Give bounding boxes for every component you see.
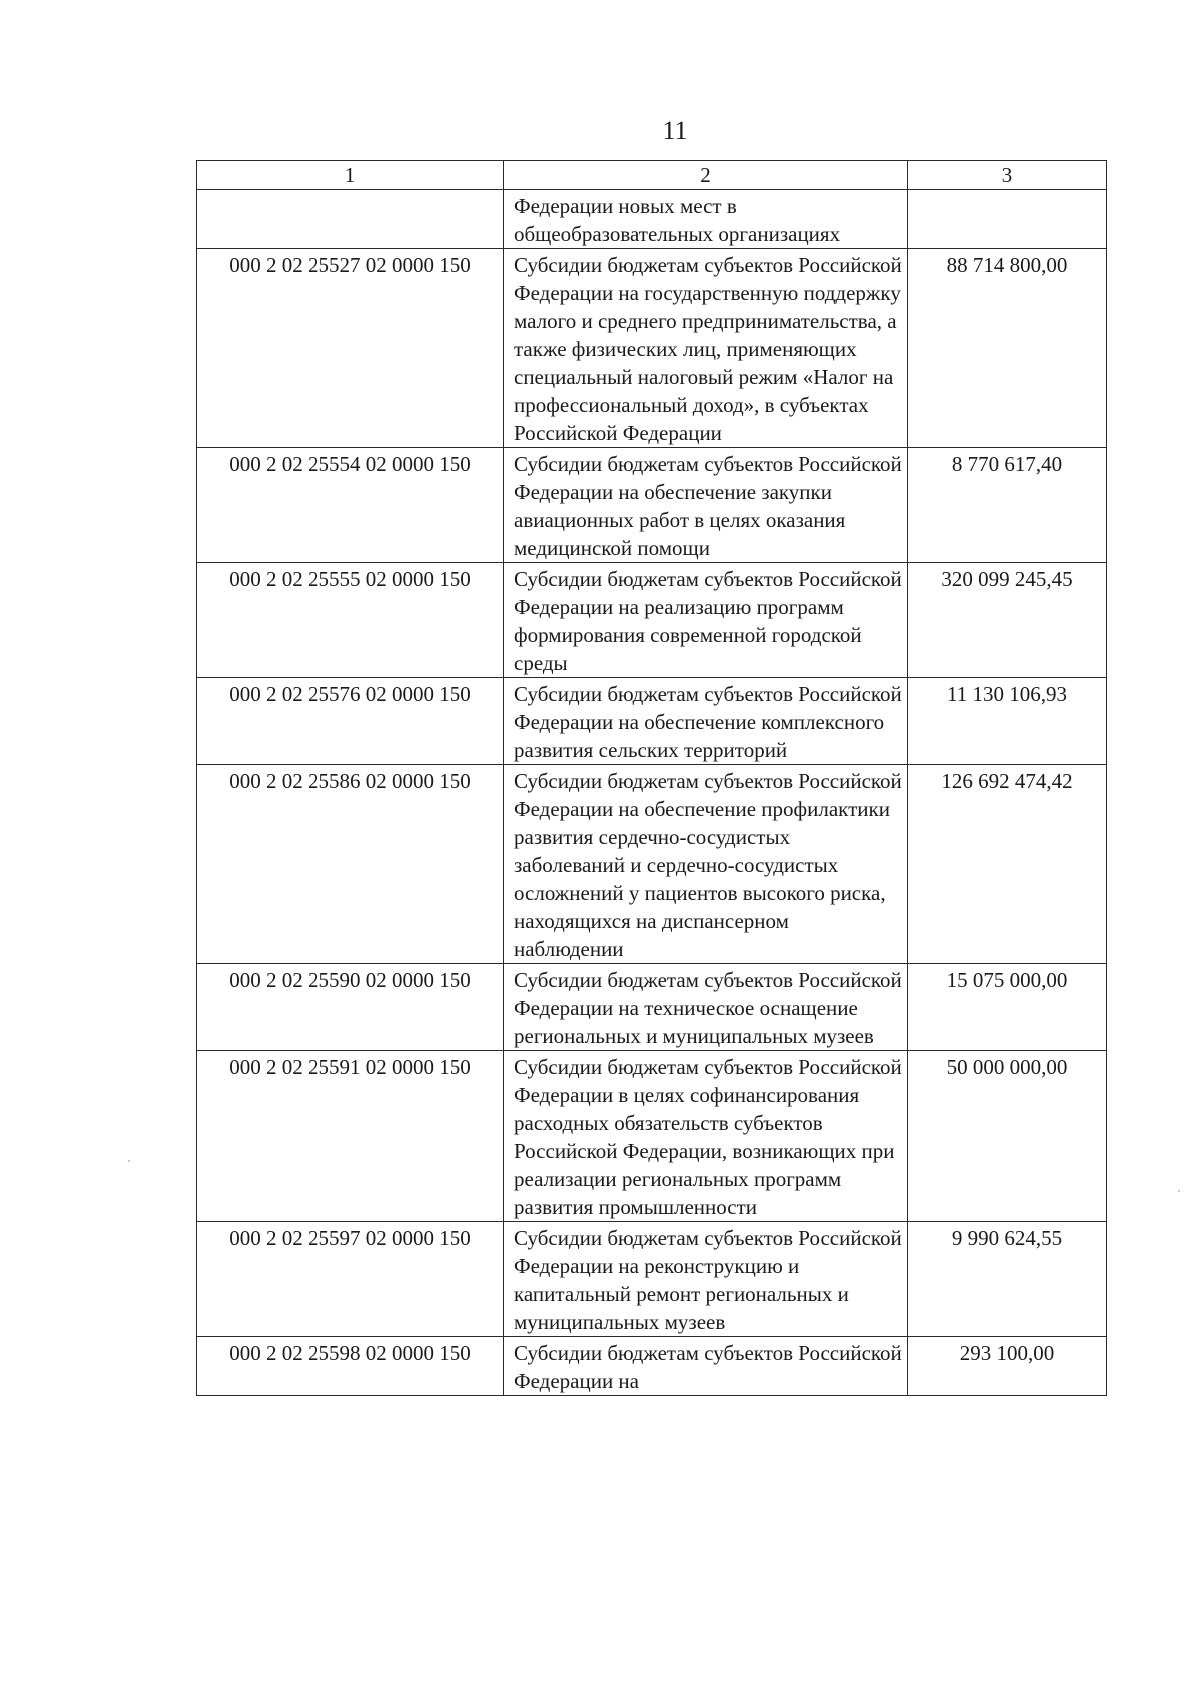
row-description: Субсидии бюджетам субъектов Российской Федерации на обеспечение закупки авиационных работ в целях оказания медицинской помощи: [504, 448, 908, 563]
row-description: Субсидии бюджетам субъектов Российской Федерации на техническое оснащение региональных и муниципальных музеев: [504, 964, 908, 1051]
row-description: Субсидии бюджетам субъектов Российской Федерации в целях софинансирования расходных обязательств субъектов Российской Федерации, возникающих при реализации региональных программ развития промышленности: [504, 1051, 908, 1222]
table-row: [197, 448, 1107, 563]
budget-table: [196, 160, 1107, 1396]
row-description: Субсидии бюджетам субъектов Российской Федерации на государственную поддержку малого и среднего предпринимательства, а также физических лиц, применяющих специальный налоговый режим «Налог на профессиональный доход», в субъектах Российской Федерации: [504, 249, 908, 448]
row-description: Субсидии бюджетам субъектов Российской Федерации на обеспечение профилактики развития сердечно-сосудистых заболеваний и сердечно-сосудистых осложнений у пациентов высокого риска, находящихся на диспансерном наблюдении: [504, 765, 908, 964]
row-description: Субсидии бюджетам субъектов Российской Федерации на обеспечение комплексного развития сельских территорий: [504, 678, 908, 765]
table-row: [197, 1051, 1107, 1222]
row-amount: 11 130 106,93: [908, 678, 1107, 765]
table-row: [197, 964, 1107, 1051]
table-row: [197, 190, 1107, 249]
table-row: [197, 1337, 1107, 1396]
row-code: 000 2 02 25555 02 0000 150: [197, 563, 504, 678]
row-description: Субсидии бюджетам субъектов Российской Федерации на реализацию программ формирования современной городской среды: [504, 563, 908, 678]
table-row: [197, 249, 1107, 448]
row-amount: 126 692 474,42: [908, 765, 1107, 964]
row-description: Субсидии бюджетам субъектов Российской Федерации на: [504, 1337, 908, 1396]
row-amount: 50 000 000,00: [908, 1051, 1107, 1222]
row-amount: 15 075 000,00: [908, 964, 1107, 1051]
table-row: [197, 765, 1107, 964]
row-code: 000 2 02 25591 02 0000 150: [197, 1051, 504, 1222]
row-code: 000 2 02 25590 02 0000 150: [197, 964, 504, 1051]
row-description: Субсидии бюджетам субъектов Российской Федерации на реконструкцию и капитальный ремонт региональных и муниципальных музеев: [504, 1222, 908, 1337]
row-code: 000 2 02 25598 02 0000 150: [197, 1337, 504, 1396]
header-col-1: 1: [197, 161, 504, 190]
row-code: 000 2 02 25554 02 0000 150: [197, 448, 504, 563]
row-code: 000 2 02 25527 02 0000 150: [197, 249, 504, 448]
header-col-3: 3: [908, 161, 1107, 190]
row-code: 000 2 02 25586 02 0000 150: [197, 765, 504, 964]
row-code: 000 2 02 25576 02 0000 150: [197, 678, 504, 765]
table-row: [197, 678, 1107, 765]
row-amount: 9 990 624,55: [908, 1222, 1107, 1337]
table-row: [197, 563, 1107, 678]
row-code: [197, 190, 504, 249]
row-amount: 320 099 245,45: [908, 563, 1107, 678]
row-amount: [908, 190, 1107, 249]
row-amount: 293 100,00: [908, 1337, 1107, 1396]
table-header-row: [197, 161, 1107, 190]
scan-speck: [128, 1160, 130, 1162]
row-amount: 8 770 617,40: [908, 448, 1107, 563]
row-description: Федерации новых мест в общеобразовательных организациях: [504, 190, 908, 249]
table-row: [197, 1222, 1107, 1337]
scan-speck: [1178, 1190, 1180, 1192]
row-amount: 88 714 800,00: [908, 249, 1107, 448]
header-col-2: 2: [504, 161, 908, 190]
row-code: 000 2 02 25597 02 0000 150: [197, 1222, 504, 1337]
page-number: 11: [662, 116, 688, 145]
